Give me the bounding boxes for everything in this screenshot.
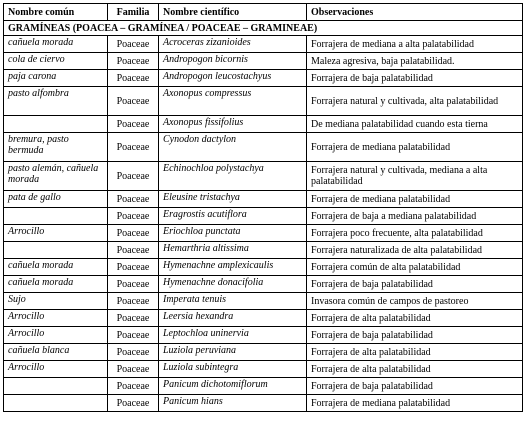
family-cell: Poaceae (108, 344, 159, 361)
table-row (4, 70, 523, 87)
family-cell: Poaceae (108, 191, 159, 208)
section-row (4, 21, 523, 36)
family-cell: Poaceae (108, 162, 159, 191)
family-cell: Poaceae (108, 208, 159, 225)
table-row (4, 208, 523, 225)
scientific-name-cell: Panicum hians (159, 395, 307, 412)
family-cell: Poaceae (108, 327, 159, 344)
observations-cell: Forrajera de baja palatabilidad (307, 378, 523, 395)
table-row (4, 293, 523, 310)
observations-cell: Forrajera naturalizada de alta palatabilidad (307, 242, 523, 259)
family-cell: Poaceae (108, 36, 159, 53)
common-name-cell: cañuela morada (4, 259, 108, 276)
observations-cell: Maleza agresiva, baja palatabilidad. (307, 53, 523, 70)
table-row (4, 87, 523, 116)
common-name-cell: pata de gallo (4, 191, 108, 208)
table-row (4, 378, 523, 395)
common-name-cell: pasto alemán, cañuela morada (4, 162, 108, 191)
table-row (4, 191, 523, 208)
table-row (4, 116, 523, 133)
observations-cell: Forrajera de alta palatabilidad (307, 310, 523, 327)
observations-cell: Forrajera poco frecuente, alta palatabilidad (307, 225, 523, 242)
family-cell: Poaceae (108, 293, 159, 310)
observations-cell: Forrajera natural y cultivada, mediana a alta palatabilidad (307, 162, 523, 191)
observations-cell: Forrajera de baja palatabilidad (307, 276, 523, 293)
common-name-cell: paja carona (4, 70, 108, 87)
family-cell: Poaceae (108, 225, 159, 242)
section-title: GRAMÍNEAS (POACEA – GRAMÍNEA / POACEAE – GRAMINEAE) (4, 21, 523, 36)
scientific-name-cell: Luziola peruviana (159, 344, 307, 361)
scientific-name-cell: Leersia hexandra (159, 310, 307, 327)
table-row (4, 276, 523, 293)
scientific-name-cell: Leptochloa uninervia (159, 327, 307, 344)
family-cell: Poaceae (108, 395, 159, 412)
family-cell: Poaceae (108, 310, 159, 327)
common-name-cell: Arrocillo (4, 327, 108, 344)
table-row (4, 361, 523, 378)
common-name-cell: cola de ciervo (4, 53, 108, 70)
table-header (4, 4, 523, 21)
table-row (4, 225, 523, 242)
scientific-name-cell: Eriochloa punctata (159, 225, 307, 242)
scientific-name-cell: Cynodon dactylon (159, 133, 307, 162)
scientific-name-cell: Eleusine tristachya (159, 191, 307, 208)
scientific-name-cell: Luziola subintegra (159, 361, 307, 378)
table-row (4, 133, 523, 162)
table-row (4, 259, 523, 276)
family-cell: Poaceae (108, 259, 159, 276)
common-name-cell: Sujo (4, 293, 108, 310)
observations-cell: Invasora común de campos de pastoreo (307, 293, 523, 310)
common-name-cell: Arrocillo (4, 310, 108, 327)
observations-cell: Forrajera de mediana palatabilidad (307, 133, 523, 162)
family-cell: Poaceae (108, 116, 159, 133)
observations-cell: Forrajera de baja palatabilidad (307, 70, 523, 87)
table-row (4, 310, 523, 327)
common-name-cell (4, 242, 108, 259)
family-cell: Poaceae (108, 133, 159, 162)
scientific-name-cell: Imperata tenuis (159, 293, 307, 310)
common-name-cell: cañuela blanca (4, 344, 108, 361)
observations-cell: Forrajera de alta palatabilidad (307, 361, 523, 378)
species-table (3, 3, 523, 412)
observations-cell: Forrajera de baja palatabilidad (307, 327, 523, 344)
family-cell: Poaceae (108, 242, 159, 259)
scientific-name-cell: Acroceras zizanioides (159, 36, 307, 53)
scientific-name-cell: Hymenachne donacifolia (159, 276, 307, 293)
observations-cell: Forrajera de mediana palatabilidad (307, 395, 523, 412)
table-row (4, 344, 523, 361)
observations-cell: Forrajera de alta palatabilidad (307, 344, 523, 361)
common-name-cell: Arrocillo (4, 225, 108, 242)
observations-cell: Forrajera natural y cultivada, alta palatabilidad (307, 87, 523, 116)
scientific-name-cell: Echinochloa polystachya (159, 162, 307, 191)
observations-cell: Forrajera de mediana a alta palatabilidad (307, 36, 523, 53)
header-observations: Observaciones (307, 4, 523, 21)
scientific-name-cell: Eragrostis acutiflora (159, 208, 307, 225)
table-row (4, 162, 523, 191)
observations-cell: Forrajera de baja a mediana palatabilidad (307, 208, 523, 225)
common-name-cell: cañuela morada (4, 36, 108, 53)
scientific-name-cell: Axonopus fissifolius (159, 116, 307, 133)
common-name-cell: bremura, pasto bermuda (4, 133, 108, 162)
table-row (4, 395, 523, 412)
family-cell: Poaceae (108, 87, 159, 116)
scientific-name-cell: Andropogon bicornis (159, 53, 307, 70)
observations-cell: De mediana palatabilidad cuando esta tierna (307, 116, 523, 133)
observations-cell: Forrajera común de alta palatabilidad (307, 259, 523, 276)
table-body (4, 21, 523, 412)
table-row (4, 53, 523, 70)
family-cell: Poaceae (108, 378, 159, 395)
header-family: Familia (108, 4, 159, 21)
scientific-name-cell: Panicum dichotomiflorum (159, 378, 307, 395)
family-cell: Poaceae (108, 361, 159, 378)
table-row (4, 36, 523, 53)
family-cell: Poaceae (108, 70, 159, 87)
common-name-cell (4, 395, 108, 412)
family-cell: Poaceae (108, 53, 159, 70)
family-cell: Poaceae (108, 276, 159, 293)
table-row (4, 242, 523, 259)
scientific-name-cell: Hemarthria altissima (159, 242, 307, 259)
common-name-cell: pasto alfombra (4, 87, 108, 116)
common-name-cell (4, 208, 108, 225)
scientific-name-cell: Axonopus compressus (159, 87, 307, 116)
observations-cell: Forrajera de mediana palatabilidad (307, 191, 523, 208)
common-name-cell (4, 378, 108, 395)
common-name-cell: Arrocillo (4, 361, 108, 378)
common-name-cell (4, 116, 108, 133)
header-common-name: Nombre común (4, 4, 108, 21)
common-name-cell: cañuela morada (4, 276, 108, 293)
scientific-name-cell: Andropogon leucostachyus (159, 70, 307, 87)
header-scientific-name: Nombre científico (159, 4, 307, 21)
table-row (4, 327, 523, 344)
header-row (4, 4, 523, 21)
scientific-name-cell: Hymenachne amplexicaulis (159, 259, 307, 276)
